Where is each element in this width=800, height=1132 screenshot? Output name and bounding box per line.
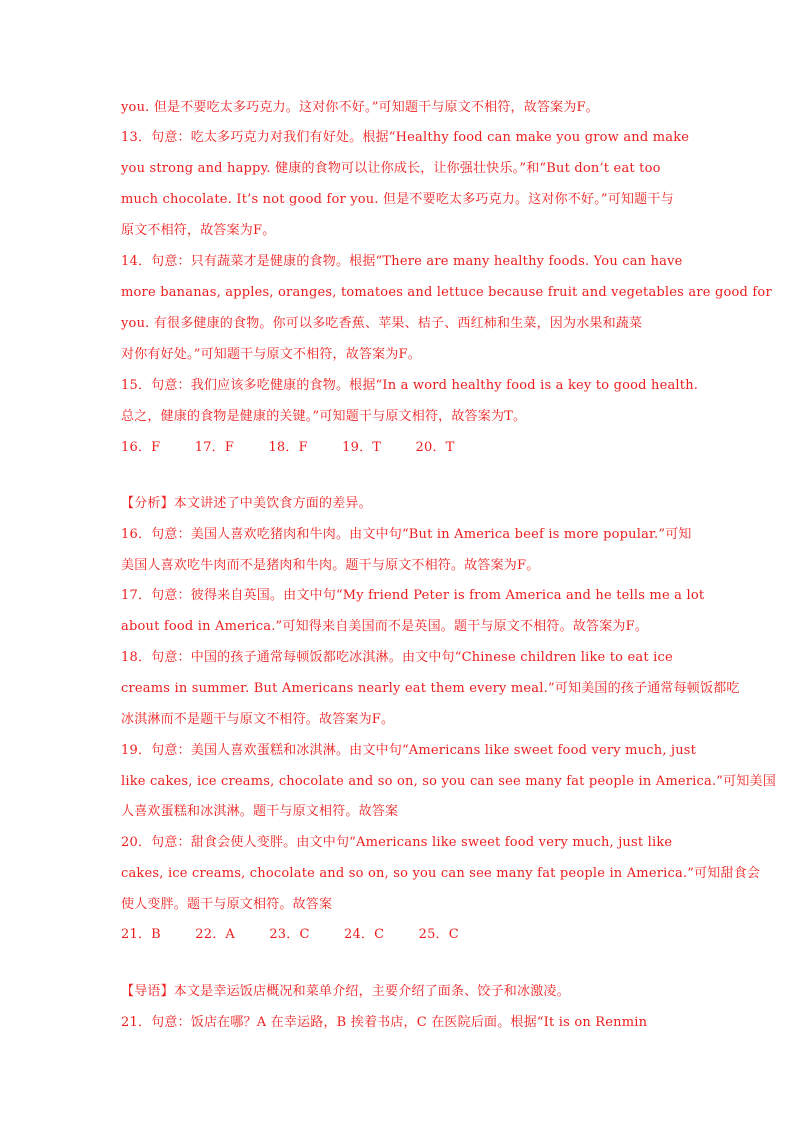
text-line: 21．句意：饭店在哪？A 在幸运路，B 挨着书店，C 在医院后面。根据“It is on Renmin bbox=[121, 1015, 648, 1030]
text-line: you. 有很多健康的食物。你可以多吃香蕉、苹果、桔子、西红柿和生菜，因为水果和蔬菜 bbox=[121, 316, 643, 331]
answer-row bbox=[121, 925, 489, 945]
text-line: creams in summer. But Americans nearly eat them every meal.”可知美国的孩子通常每顿饭都吃 bbox=[121, 681, 740, 696]
analysis-heading: 【分析】本文讲述了中美饮食方面的差异。 bbox=[121, 496, 372, 511]
guide-heading: 【导语】本文是幸运饭店概况和菜单介绍，主要介绍了面条、饺子和冰激凌。 bbox=[121, 984, 570, 999]
answer-item: 22．A bbox=[195, 927, 235, 942]
text-line: 16．句意：美国人喜欢吃猪肉和牛肉。由文中句“But in America beef is more popular.”可知 bbox=[121, 527, 692, 542]
text-line: you. 但是不要吃太多巧克力。这对你不好。”可知题干与原文不相符，故答案为F。 bbox=[121, 100, 599, 115]
text-line: 19．句意：美国人喜欢蛋糕和冰淇淋。由文中句“Americans like sweet food very much, just bbox=[121, 743, 697, 758]
text-line: 冰淇淋而不是题干与原文不相符。故答案为F。 bbox=[121, 712, 395, 727]
answer-item: 16．F bbox=[121, 440, 161, 455]
answer-item: 17．F bbox=[194, 440, 235, 455]
answer-item: 20．T bbox=[415, 440, 455, 455]
text-line: 13．句意：吃太多巧克力对我们有好处。根据“Healthy food can make you grow and make bbox=[121, 130, 690, 145]
text-line: 美国人喜欢吃牛肉而不是猪肉和牛肉。题干与原文不相符。故答案为F。 bbox=[121, 558, 540, 573]
answer-item: 25．C bbox=[418, 927, 459, 942]
text-line: 20．句意：甜食会使人变胖。由文中句“Americans like sweet food very much, just like bbox=[121, 835, 673, 850]
text-line: about food in America.”可知得来自美国而不是英国。题干与原文不相符。故答案为F。 bbox=[121, 619, 649, 634]
text-line: 18．句意：中国的孩子通常每顿饭都吃冰淇淋。由文中句“Chinese children like to eat ice bbox=[121, 650, 673, 665]
text-line: 15．句意：我们应该多吃健康的食物。根据“In a word healthy food is a key to good health. bbox=[121, 378, 699, 393]
text-line: 17．句意：彼得来自英国。由文中句“My friend Peter is from America and he tells me a lot bbox=[121, 588, 705, 603]
text-line: 人喜欢蛋糕和冰淇淋。题干与原文相符。故答案 bbox=[121, 804, 399, 819]
answer-item: 23．C bbox=[269, 927, 310, 942]
text-line: cakes, ice creams, chocolate and so on, so you can see many fat people in America.”可知甜食会 bbox=[121, 866, 761, 881]
answer-item: 21．B bbox=[121, 927, 161, 942]
text-line: 对你有好处。”可知题干与原文不相符，故答案为F。 bbox=[121, 347, 421, 362]
text-line: much chocolate. It’s not good for you. 但是不要吃太多巧克力。这对你不好。”可知题干与 bbox=[121, 192, 674, 207]
answer-item: 18．F bbox=[268, 440, 308, 455]
text-line: more bananas, apples, oranges, tomatoes and lettuce because fruit and vegetables are good for bbox=[121, 285, 772, 300]
text-line: 原文不相符，故答案为F。 bbox=[121, 223, 276, 238]
answer-item: 24．C bbox=[343, 927, 385, 942]
answer-item: 19．T bbox=[342, 440, 382, 455]
text-line: 14．句意：只有蔬菜才是健康的食物。根据“There are many healthy foods. You can have bbox=[121, 254, 683, 269]
text-line: 总之，健康的食物是健康的关键。”可知题干与原文相符，故答案为T。 bbox=[121, 409, 527, 424]
text-line: you strong and happy. 健康的食物可以让你成长，让你强壮快乐。”和“But don’t eat too bbox=[121, 161, 661, 176]
text-line: 使人变胖。题干与原文相符。故答案 bbox=[121, 897, 333, 912]
answer-row bbox=[121, 438, 485, 458]
text-line: like cakes, ice creams, chocolate and so on, so you can see many fat people in America.”可知美国 bbox=[121, 774, 776, 789]
